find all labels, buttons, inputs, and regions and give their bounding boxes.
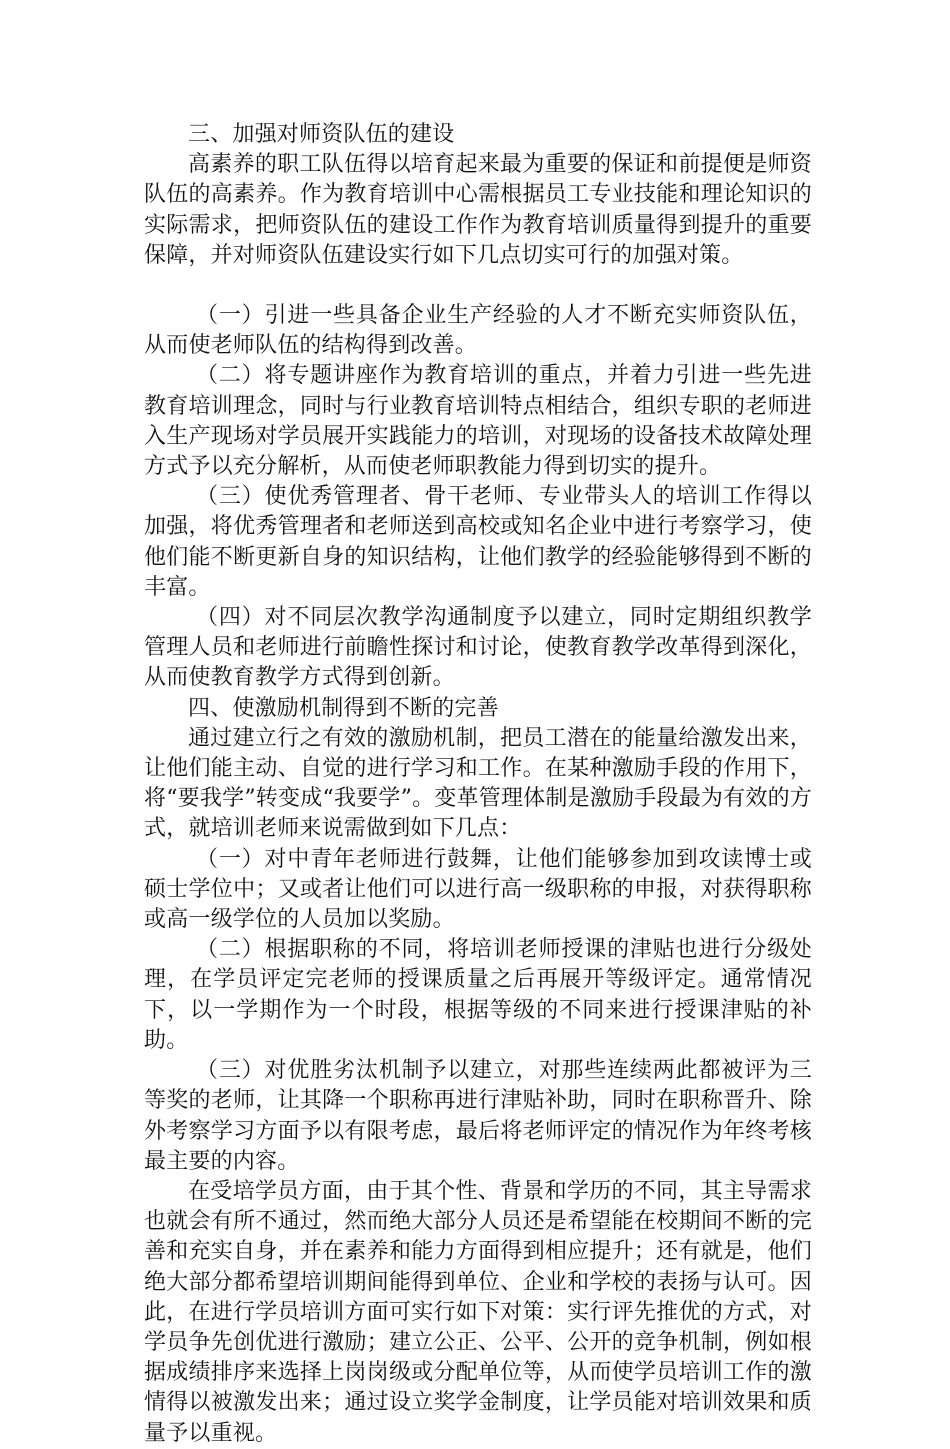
section4-item-2: （二）根据职称的不同，将培训老师授课的津贴也进行分级处理，在学员评定完老师的授课质量之后再展开等级评定。通常情况下，以一学期作为一个时段，根据等级的不同来进行授课津贴的补助。 [144, 937, 812, 1053]
document-body [144, 120, 812, 1449]
section3-item-1: （一）引进一些具备企业生产经验的人才不断充实师资队伍，从而使老师队伍的结构得到改善。 [144, 303, 812, 359]
section4-item-1: （一）对中青年老师进行鼓舞，让他们能够参加到攻读博士或硕士学位中；又或者让他们可以进行高一级职称的申报，对获得职称或高一级学位的人员加以奖励。 [144, 846, 812, 933]
section3-intro-paragraph: 高素养的职工队伍得以培育起来最为重要的保证和前提便是师资队伍的高素养。作为教育培训中心需根据员工专业技能和理论知识的实际需求，把师资队伍的建设工作作为教育培训质量得到提升的重要保障，并对师资队伍建设实行如下几点切实可行的加强对策。 [144, 152, 812, 268]
section4-trainees-paragraph: 在受培学员方面，由于其个性、背景和学历的不同，其主导需求也就会有所不通过，然而绝大部分人员还是希望能在校期间不断的完善和充实自身，并在素养和能力方面得到相应提升；还有就是，他们绝大部分都希望培训期间能得到单位、企业和学校的表扬与认可。因此，在进行学员培训方面可实行如下对策：实行评先推优的方式，对学员争先创优进行激励；建立公正、公平、公开的竞争机制，例如根据成绩排序来选择上岗岗级或分配单位等，从而使学员培训工作的激情得以被激发出来；通过设立奖学金制度，让学员能对培训效果和质量予以重视。 [144, 1178, 812, 1446]
section3-item-3: （三）使优秀管理者、骨干老师、专业带头人的培训工作得以加强，将优秀管理者和老师送到高校或知名企业中进行考察学习，使他们能不断更新自身的知识结构，让他们教学的经验能够得到不断的丰富。 [144, 484, 812, 600]
section3-heading: 三、加强对师资队伍的建设 [188, 122, 455, 147]
section3-item-2: （二）将专题讲座作为教育培训的重点，并着力引进一些先进教育培训理念，同时与行业教育培训特点相结合，组织专职的老师进入生产现场对学员展开实践能力的培训，对现场的设备技术故障处理方式予以充分解析，从而使老师职教能力得到切实的提升。 [144, 363, 812, 480]
section4-heading: 四、使激励机制得到不断的完善 [188, 695, 499, 721]
section4-intro-paragraph: 通过建立行之有效的激励机制，把员工潜在的能量给激发出来，让他们能主动、自觉的进行学习和工作。在某种激励手段的作用下，将“要我学”转变成“我要学”。变革管理体制是激励手段最为有效的方式，就培训老师来说需做到如下几点： [144, 725, 812, 842]
section3-item-4: （四）对不同层次教学沟通制度予以建立，同时定期组织教学管理人员和老师进行前瞻性探讨和讨论，使教育教学改革得到深化，从而使教育教学方式得到创新。 [144, 605, 812, 691]
section4-item-3: （三）对优胜劣汰机制予以建立，对那些连续两此都被评为三等奖的老师，让其降一个职称再进行津贴补助，同时在职称晋升、除外考察学习方面予以有限考虑，最后将老师评定的情况作为年终考核最主要的内容。 [144, 1058, 812, 1174]
blank-line [144, 271, 812, 301]
